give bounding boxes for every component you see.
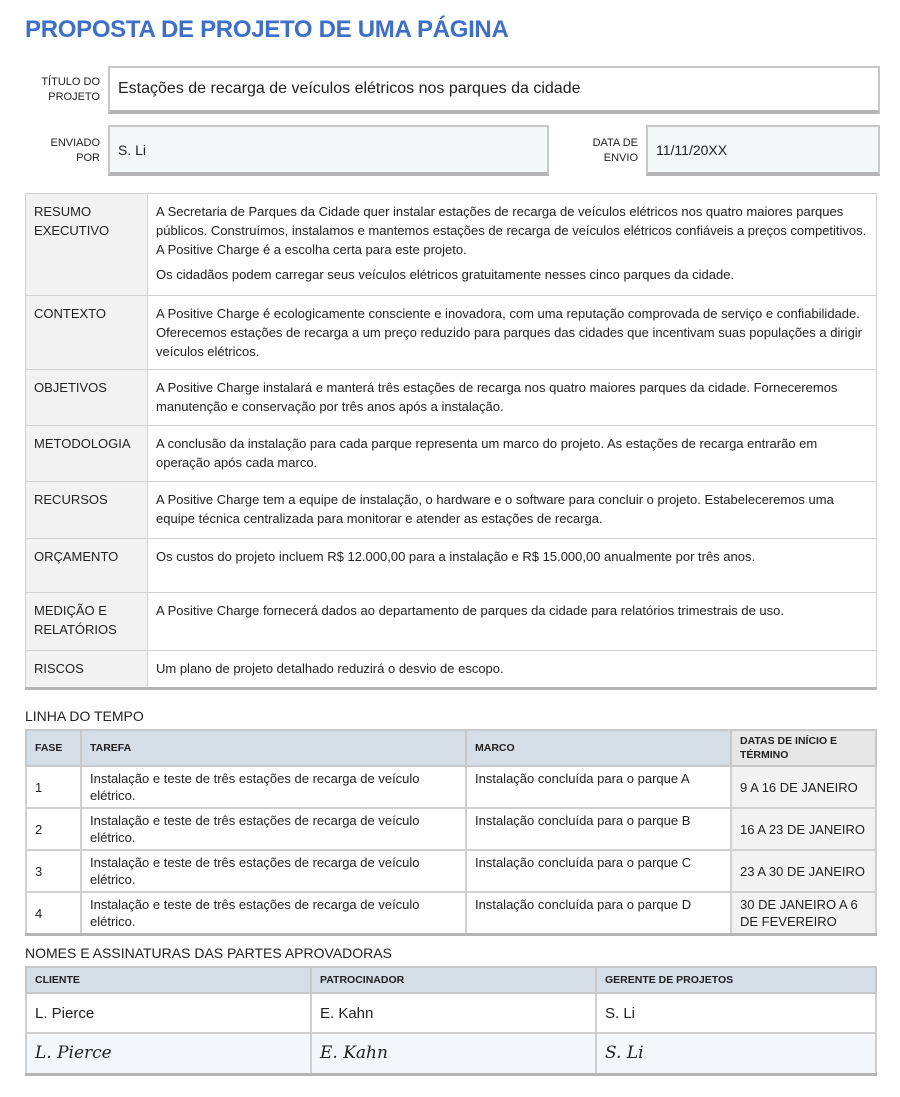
project-title-field[interactable]: Estações de recarga de veículos elétricos nos parques da cidade (108, 66, 880, 114)
section-content[interactable] (148, 370, 877, 426)
dates-cell[interactable]: 23 A 30 DE JANEIRO (731, 850, 876, 892)
milestone-cell[interactable]: Instalação concluída para o parque C (466, 850, 731, 892)
section-paragraph: A conclusão da instalação para cada parque representa um marco do projeto. As estações de recarga entrarão em operação após cada marco. (156, 436, 818, 470)
project-title-label: TÍTULO DO PROJETO (41, 76, 100, 103)
name-cell[interactable]: S. Li (596, 993, 876, 1033)
column-header: GERENTE DE PROJETOS (596, 967, 876, 993)
phase-cell[interactable]: 4 (26, 892, 81, 935)
section-content[interactable] (148, 482, 877, 539)
page-title: PROPOSTA DE PROJETO DE UMA PÁGINA (25, 16, 509, 43)
names-row (26, 993, 876, 1033)
timeline-row (26, 892, 876, 935)
section-paragraph: Um plano de projeto detalhado reduzirá o desvio de escopo. (156, 661, 504, 676)
section-label: MEDIÇÃO E RELATÓRIOS (26, 593, 148, 651)
dates-cell[interactable]: 16 A 23 DE JANEIRO (731, 808, 876, 850)
signature-cell[interactable]: L. Pierce (26, 1033, 311, 1074)
timeline-row (26, 808, 876, 850)
section-label: CONTEXTO (26, 296, 148, 370)
task-cell[interactable]: Instalação e teste de três estações de recarga de veículo elétrico. (81, 808, 466, 850)
section-label: METODOLOGIA (26, 426, 148, 482)
section-label: RESUMO EXECUTIVO (26, 194, 148, 296)
phase-cell[interactable]: 3 (26, 850, 81, 892)
section-label: ORÇAMENTO (26, 539, 148, 593)
section-content[interactable] (148, 296, 877, 370)
submitted-by-label: ENVIADO POR (50, 137, 100, 164)
date-field[interactable]: 11/11/20XX (646, 125, 880, 176)
column-header: CLIENTE (26, 967, 311, 993)
timeline-row (26, 766, 876, 808)
approvals-table (25, 966, 877, 1076)
signature-cell[interactable]: E. Kahn (311, 1033, 596, 1074)
milestone-cell[interactable]: Instalação concluída para o parque B (466, 808, 731, 850)
dates-cell[interactable]: 9 A 16 DE JANEIRO (731, 766, 876, 808)
section-label: RISCOS (26, 651, 148, 689)
section-row (26, 426, 877, 482)
column-header: FASE (26, 730, 81, 766)
section-row (26, 296, 877, 370)
section-label: OBJETIVOS (26, 370, 148, 426)
date-label: DATA DE ENVIO (592, 137, 638, 164)
section-label: RECURSOS (26, 482, 148, 539)
timeline-header-row (26, 730, 876, 766)
timeline-heading: LINHA DO TEMPO (25, 708, 144, 724)
phase-cell[interactable]: 2 (26, 808, 81, 850)
task-cell[interactable]: Instalação e teste de três estações de recarga de veículo elétrico. (81, 766, 466, 808)
task-cell[interactable]: Instalação e teste de três estações de recarga de veículo elétrico. (81, 850, 466, 892)
section-content[interactable] (148, 426, 877, 482)
section-row (26, 194, 877, 296)
name-cell[interactable]: L. Pierce (26, 993, 311, 1033)
signature-cell[interactable]: S. Li (596, 1033, 876, 1074)
section-paragraph: A Positive Charge fornecerá dados ao departamento de parques da cidade para relatórios trimestrais de uso. (156, 603, 784, 618)
submitted-by-field[interactable]: S. Li (108, 125, 549, 176)
section-paragraph: A Secretaria de Parques da Cidade quer instalar estações de recarga de veículos elétricos nos quatro maiores parques públicos. Construímos, instalamos e mantemos estações de recarga de veículos elétricos confiáveis a preços competitivos. A Positive Charge é a escolha certa para este projeto. (156, 204, 867, 257)
phase-cell[interactable]: 1 (26, 766, 81, 808)
section-paragraph: Os custos do projeto incluem R$ 12.000,00 para a instalação e R$ 15.000,00 anualmente por três anos. (156, 549, 756, 564)
timeline-table (25, 729, 877, 936)
column-header: MARCO (466, 730, 731, 766)
section-paragraph: A Positive Charge instalará e manterá três estações de recarga nos quatro maiores parques da cidade. Forneceremos manutenção e conservação por três anos após a instalação. (156, 380, 838, 414)
milestone-cell[interactable]: Instalação concluída para o parque D (466, 892, 731, 935)
section-content[interactable] (148, 539, 877, 593)
section-content[interactable] (148, 194, 877, 296)
section-row (26, 370, 877, 426)
section-row (26, 482, 877, 539)
section-paragraph: A Positive Charge tem a equipe de instalação, o hardware e o software para concluir o projeto. Estabeleceremos uma equipe técnica centralizada para monitorar e atender as estações de recarga. (156, 492, 834, 526)
section-row (26, 651, 877, 689)
milestone-cell[interactable]: Instalação concluída para o parque A (466, 766, 731, 808)
dates-cell[interactable]: 30 DE JANEIRO A 6 DE FEVEREIRO (731, 892, 876, 935)
section-row (26, 539, 877, 593)
section-paragraph: A Positive Charge é ecologicamente consciente e inovadora, com uma reputação comprovada de serviço e confiabilidade. Oferecemos estações de recarga a um preço reduzido para parques das cidades que incentivam suas populações a dirigir veículos elétricos. (156, 306, 863, 359)
section-content[interactable] (148, 593, 877, 651)
task-cell[interactable]: Instalação e teste de três estações de recarga de veículo elétrico. (81, 892, 466, 935)
section-content[interactable] (148, 651, 877, 689)
section-row (26, 593, 877, 651)
name-cell[interactable]: E. Kahn (311, 993, 596, 1033)
section-paragraph: Os cidadãos podem carregar seus veículos elétricos gratuitamente nesses cinco parques da cidade. (156, 267, 735, 282)
timeline-row (26, 850, 876, 892)
column-header: DATAS DE INÍCIO E TÉRMINO (731, 730, 876, 766)
approvals-heading: NOMES E ASSINATURAS DAS PARTES APROVADORAS (25, 945, 392, 961)
column-header: PATROCINADOR (311, 967, 596, 993)
proposal-sections-table (25, 193, 877, 690)
column-header: TAREFA (81, 730, 466, 766)
approvals-header-row (26, 967, 876, 993)
signatures-row (26, 1033, 876, 1074)
